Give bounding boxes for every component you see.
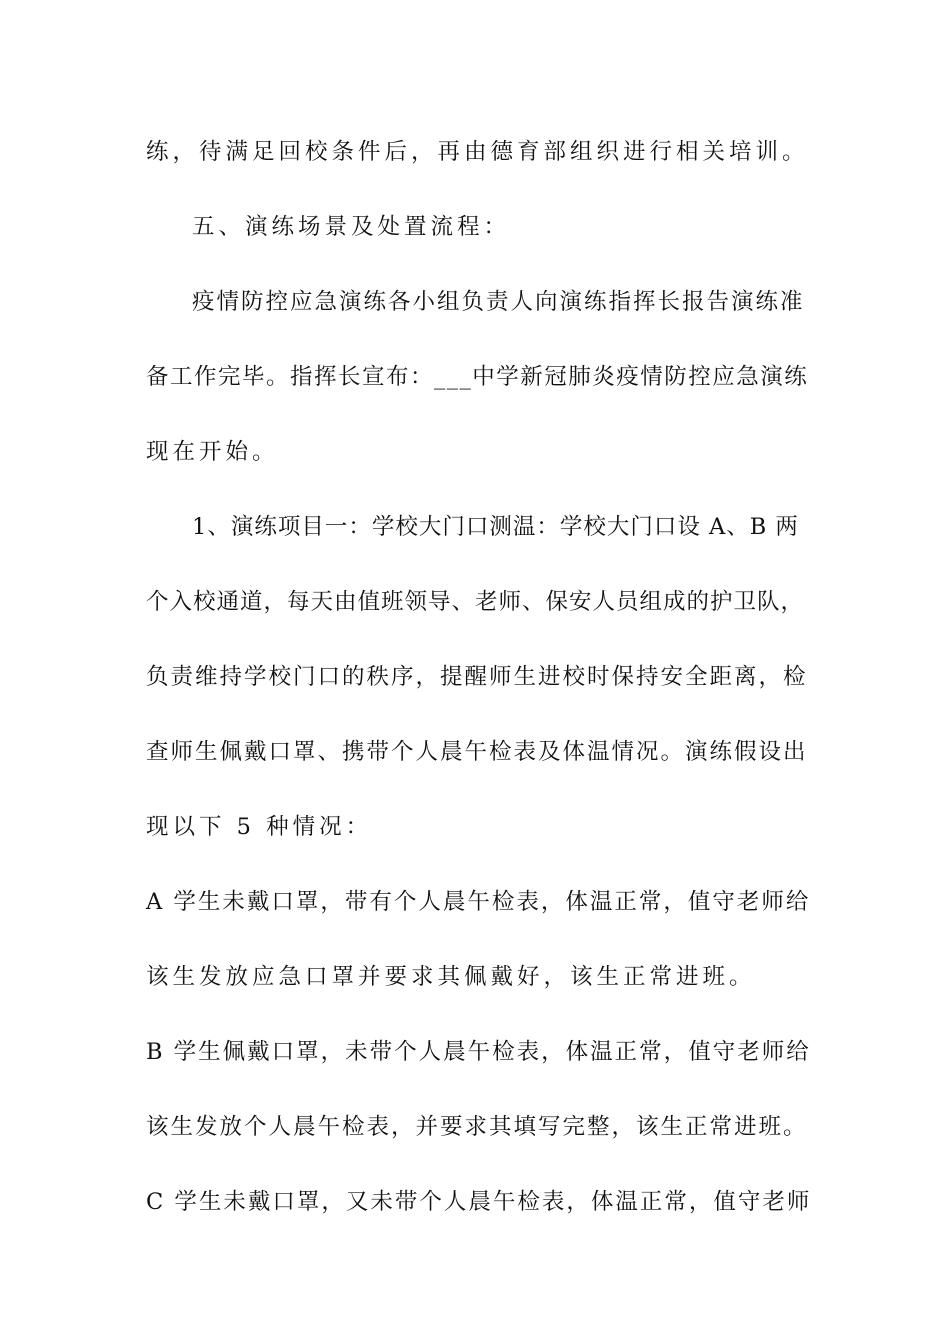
section-heading: 五、演练场景及处置流程： bbox=[192, 214, 511, 240]
paragraph-line: 现在开始。 bbox=[146, 439, 279, 465]
list-item-b: B 学生佩戴口罩，未带个人晨午检表，体温正常，值守老师给 bbox=[146, 1039, 811, 1065]
paragraph-line: 负责维持学校门口的秩序，提醒师生进校时保持安全距离，检 bbox=[146, 664, 808, 690]
paragraph-line: 备工作完毕。指挥长宣布：___中学新冠肺炎疫情防控应急演练 bbox=[146, 364, 809, 390]
paragraph-line: 该生发放应急口罩并要求其佩戴好，该生正常进班。 bbox=[146, 964, 756, 990]
paragraph-line: 个入校通道，每天由值班领导、老师、保安人员组成的护卫队， bbox=[146, 589, 805, 615]
list-item-c: C 学生未戴口罩，又未带个人晨午检表，体温正常，值守老师 bbox=[146, 1189, 812, 1215]
paragraph-line: 现以下 5 种情况： bbox=[146, 814, 373, 840]
list-item-a: A 学生未戴口罩，带有个人晨午检表，体温正常，值守老师给 bbox=[146, 889, 811, 915]
paragraph-line: 练，待满足回校条件后，再由德育部组织进行相关培训。 bbox=[146, 139, 809, 165]
paragraph-line: 1、演练项目一：学校大门口测温：学校大门口设 A、B 两 bbox=[192, 514, 799, 540]
paragraph-line: 该生发放个人晨午检表，并要求其填写完整，该生正常进班。 bbox=[146, 1114, 808, 1140]
paragraph-line: 疫情防控应急演练各小组负责人向演练指挥长报告演练准 bbox=[192, 289, 805, 315]
paragraph-line: 查师生佩戴口罩、携带个人晨午检表及体温情况。演练假设出 bbox=[146, 739, 808, 765]
